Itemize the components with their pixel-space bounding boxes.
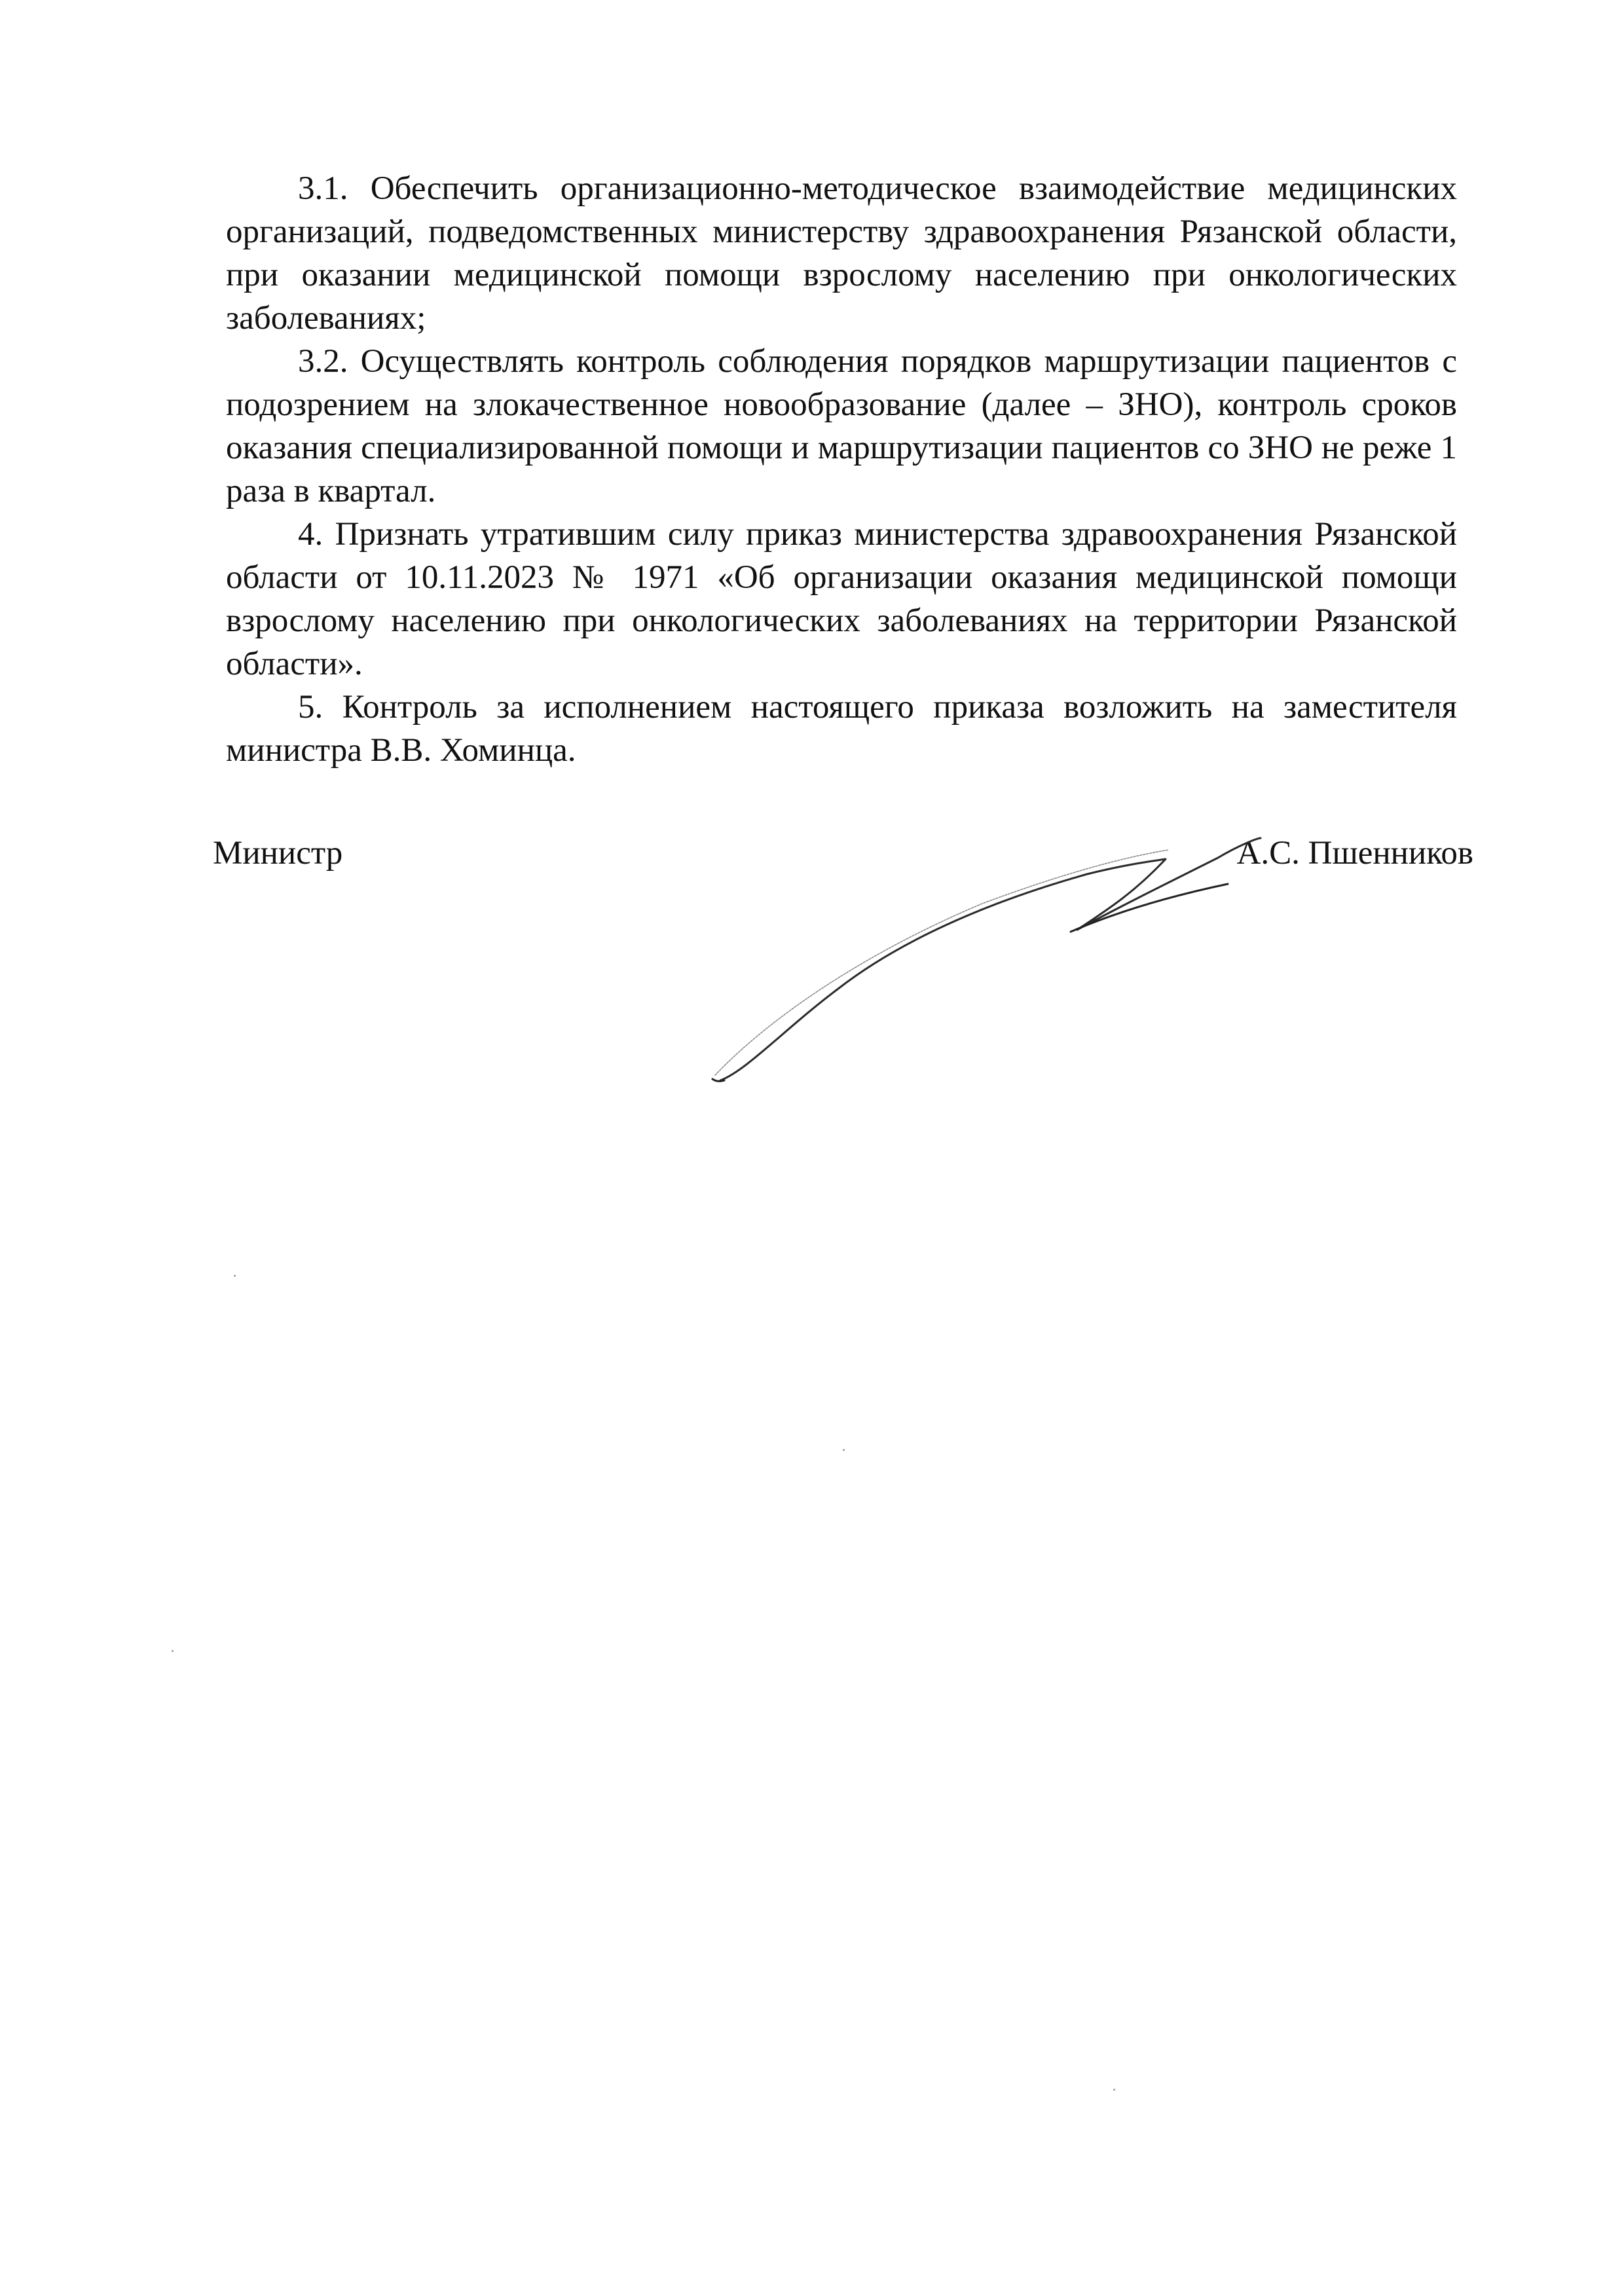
signature-stroke-upper (715, 850, 1169, 1075)
document-body (226, 167, 1457, 772)
signatory-name: А.С. Пшенников (1236, 835, 1473, 872)
scan-speck (1113, 2089, 1115, 2091)
signatory-title: Министр (213, 835, 343, 872)
signature-stroke-cross (1071, 884, 1228, 932)
scan-speck (234, 1275, 236, 1277)
handwritten-signature (707, 773, 1283, 1093)
scan-speck (172, 1650, 174, 1652)
scan-speck (843, 1449, 845, 1451)
paragraph-4: 4. Признать утратившим силу приказ министерства здравоохранения Рязанской области от 10.11.2023 № 1971 «Об организации оказания медицинской помощи взрослому населению при онкологических заболеваниях на территории Рязанской области». (226, 516, 1457, 682)
paragraph-3-2: 3.2. Осуществлять контроль соблюдения порядков маршрутизации пациентов с подозрением на злокачественное новообразование (далее – ЗНО), контроль сроков оказания специализированной помощи и маршрутизации пациентов со ЗНО не реже 1 раза в квартал. (226, 343, 1457, 509)
signature-stroke-main (720, 838, 1261, 1080)
paragraph-3-1: 3.1. Обеспечить организационно-методическое взаимодействие медицинских организаций, подведомственных министерству здравоохранения Рязанской области, при оказании медицинской помощи взрослому населению при онкологических заболеваниях; (226, 170, 1457, 337)
paragraph-5: 5. Контроль за исполнением настоящего приказа возложить на заместителя министра В.В. Хоминца. (226, 689, 1457, 769)
